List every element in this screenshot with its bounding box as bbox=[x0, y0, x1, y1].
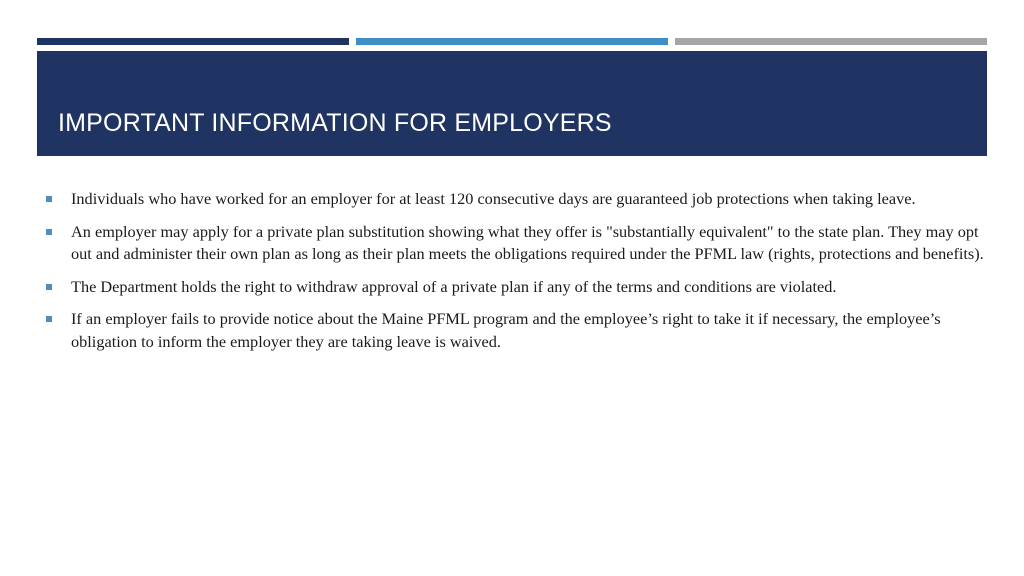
square-bullet-icon bbox=[46, 284, 52, 290]
accent-bar-light-blue bbox=[356, 38, 668, 45]
bullet-text: An employer may apply for a private plan substitution showing what they offer is "substantially equivalent" to the state plan. They may opt out and administer their own plan as long as their plan meets the obligations required under the PFML law (rights, protections and benefits). bbox=[71, 221, 984, 263]
bullet-item bbox=[44, 188, 984, 211]
square-bullet-icon bbox=[46, 196, 52, 202]
bullet-text: The Department holds the right to withdraw approval of a private plan if any of the terms and conditions are violated. bbox=[71, 276, 837, 296]
bullet-text: If an employer fails to provide notice about the Maine PFML program and the employee’s right to take it if necessary, the employee’s obligation to inform the employer they are taking leave is waived. bbox=[71, 309, 941, 351]
square-bullet-icon bbox=[46, 316, 52, 322]
bullet-item bbox=[44, 276, 984, 299]
bullet-text: Individuals who have worked for an employer for at least 120 consecutive days are guaranteed job protections when taking leave. bbox=[71, 189, 916, 208]
title-band bbox=[37, 51, 987, 156]
square-bullet-icon bbox=[46, 229, 52, 235]
slide-title: IMPORTANT INFORMATION FOR EMPLOYERS bbox=[58, 109, 612, 137]
bullet-item bbox=[44, 221, 984, 266]
accent-bar-gray bbox=[675, 38, 987, 45]
accent-bar-dark-blue bbox=[37, 38, 349, 45]
bullet-list bbox=[44, 188, 984, 363]
bullet-item bbox=[44, 308, 984, 353]
accent-bars bbox=[37, 38, 987, 45]
